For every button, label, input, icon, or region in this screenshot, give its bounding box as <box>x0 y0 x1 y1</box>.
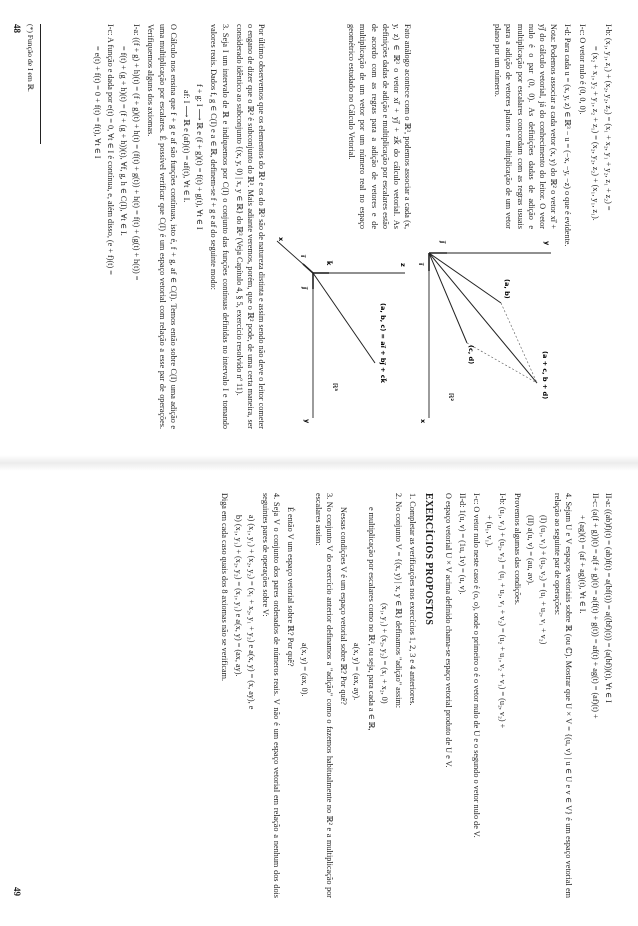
axiom-Ib-product-line2: + (u₁, v₁). <box>485 515 495 548</box>
r3-position-vector <box>313 273 375 363</box>
axiom-IId-product: II-d: 1(u, v) = (1u, 1v) = (u, v). <box>457 493 467 595</box>
r2-label-i: i⃗ <box>417 263 426 266</box>
r2-vector-diagram <box>417 233 559 429</box>
axiom-Ia-line2: = f(t) + (g + h)(t) = (f + (g + h))(t), ∀f, g, h ∈ C(I), ∀t ∈ I. <box>118 46 128 236</box>
exercise-4-a: a) (x₁, y₁) + (x₂, y₂) = (x₁ + x₂, y₁ + y₂) e a(x, y) = (x, ay), e <box>246 515 256 710</box>
r2-label-space: ℝ² <box>447 393 456 402</box>
r2-label-j: j⃗ <box>439 241 448 244</box>
axiom-Ib-line2: = (x₂ + x₁, y₂ + y₁, z₂ + z₁) = (x₂, y₂, z₂) + (x₁, y₁, z₁). <box>590 46 600 221</box>
axiom-Id: I-d: Para cada u = (x, y, z) ∈ ℝ³ − u = (−x, −y, −z) o que é evidente. <box>563 24 573 247</box>
r2-parallel-1 <box>501 303 537 383</box>
calculus-paragraph: O Cálculo nos ensina que f + g e af são funções contínuas, isto é, f + g, af ∈ C(I). Temos então sobre C(I) uma adição e uma multiplicação por escalares. É possível verificar que C(I) é um espaço vetorial com relação a esse par de operações. Verifiquemos alguns dos axiomas. <box>146 24 178 429</box>
fato-paragraph: Fato análogo acontece com o ℝ³, podemos associar a cada (x, y, z) ∈ ℝ³ o vetor xi⃗ + yj⃗ + zk⃗ do cálculo vetorial. As definições dadas de adição e multiplicação por escalares estão de acordo com as regras para a adição de vetores e de multiplicação de um vetor por um número real no espaço geométrico estudado no Cálculo Vetorial. <box>347 24 413 229</box>
exercise-3-question: É então V um espaço vetorial sobre ℝ? Por quê? <box>286 507 296 667</box>
example-3-intro: 3. Seja I um intervalo de ℝ e indiquemos por C(I) o conjunto das funções contínuas definidas no intervalo I e tomando valores reais. Dados f, g ∈ C(I) e a ∈ ℝ, definem-se f + g e af do seguinte modo: <box>209 24 230 429</box>
figure-r2-vectors <box>417 233 559 429</box>
axiom-IIc-line1: II-c: (a(f + g))(t) = a(f + g)(t) = a(f(t) + g(t)) = af(t) + ag(t) = (af)(t) + <box>590 493 600 719</box>
footnote-rule <box>40 24 41 144</box>
r3-vector-diagram <box>271 233 413 429</box>
axiom-Ic-functions: I-c: A função e dada por e(t) = 0, ∀t ∈ I é contínua, e, além disso, (e + f)(t) = <box>105 24 115 275</box>
exercise-2-eq: (x₁, y₁) + (x₂, y₂) = (x₁ + x₂, 0) <box>379 603 389 704</box>
r2-label-sum: (a + c, b + d) <box>541 351 550 400</box>
page-number-left: 48 <box>12 24 22 33</box>
example-3-eq-sum: f + g: I ⟶ ℝ e (f + g)(t) = f(t) + g(t), ∀t ∈ I <box>195 84 205 230</box>
figure-r3-vectors <box>271 233 413 429</box>
r3-label-z: z <box>399 263 408 267</box>
example-4-op-I: (I) (u₁, v₁) + (u₂, v₂) = (u₁ + u₂, v₁ + v₂) <box>538 515 548 645</box>
exercise-3: 3. No conjunto V do exercício anterior definamos a "adição" como o fazemos habitualmente no ℝ² e a multiplicação por escalares assim: <box>313 493 334 898</box>
distinction-paragraph: Por último observemos que os elementos do ℝ² e os do ℝ³ são de natureza distinta e assim sendo não deve o leitor cometer o engano de dizer que o ℝ² é subconjunto do ℝ³. Mais adiante veremos, porém, que o ℝ² pode, de uma certa maneira, ser considerado idêntico ao subconjunto {(x, y, 0) | x, y ∈ ℝ} do ℝ³ (Veja Capítulo 4, § 5, exercício resolvido nº 11). <box>234 24 267 429</box>
r2-parallel-2 <box>467 343 537 383</box>
r3-label-space: ℝ³ <box>331 383 340 392</box>
footnote: (*) Função de I em ℝ. <box>26 24 35 92</box>
r3-label-position: (a, b, c) = ai⃗ + bj⃗ + ck⃗ <box>379 303 388 383</box>
exercise-4-b: b) (x₁, y₁) + (x₂, y₂) = (x₁, y₁) e a(x, y) = (ax, ay). <box>233 515 243 677</box>
example-3-eq-scalar: af: I ⟶ ℝ e (af)(t) = af(t), ∀t ∈ I. <box>181 90 191 203</box>
left-page-column <box>89 24 616 429</box>
figure-row-r2 <box>417 24 559 429</box>
exercise-3-eq: a(x, y) = (ax, 0). <box>299 643 309 697</box>
axiom-IIa: II-a: ((ab)f)(t) = (ab)f(t) = a(bf(t)) = a((bf)(t)) = (a(bf))(t), ∀t ∈ I <box>604 493 613 703</box>
axiom-Ic-functions-line2: = e(t) + f(t) = 0 + f(t) = f(t), ∀t ∈ I <box>92 46 102 159</box>
r3-label-y: y <box>303 419 312 424</box>
product-space-definition: O espaço vetorial U × V acima definido chama-se espaço vetorial produto de U e V. <box>443 493 453 768</box>
r3-label-i: i⃗ <box>299 255 308 258</box>
right-page-column <box>216 493 616 898</box>
axiom-IIc-line2: + (ag)(t) = (af + ag)(t), ∀t ∈ I. <box>577 515 587 614</box>
r2-sum-vector <box>429 253 537 383</box>
r2-label-x: x <box>419 419 428 424</box>
axiom-Ia-line1: I-a: ((f + g) + h)(t) = (f + g)(t) + h(t) = (f(t) + g(t)) + h(t) = f(t) + (g(t) + h(t)) = <box>132 24 142 281</box>
exercise-1: 1. Completar as verificações nos exercícios 1, 2, 3 e 4 anteriores. <box>408 493 418 706</box>
exercise-2: 2. No conjunto V = {(x, y) | x, y ∈ ℝ} definamos "adição" assim: <box>393 493 403 709</box>
r3-label-k: k⃗ <box>325 261 334 266</box>
exercise-2-scalar: e multiplicação por escalares como no ℝ², ou seja, para cada a ∈ ℝ, <box>366 507 376 731</box>
exercise-2-eq2: a(x, y) = (ax, ay). <box>352 643 362 701</box>
provemos-line: Provemos algumas das condições. <box>512 493 522 605</box>
r2-label-y: y <box>543 241 552 246</box>
example-4-op-II: (II) a(u, v) = (au, av). <box>525 515 535 586</box>
nota-paragraph: Nota: Podemos associar a cada vetor (x, y) do ℝ² o vetor xi⃗ + yj⃗ do cálculo vetorial, já do conhecimento do leitor. O vetor nulo é o par (0, 0). As definições dadas de adição e multiplicação por escalares concordam com as regras usuais para a adição de vetores planos e multiplicação de um vetor plano por um número. <box>493 24 559 229</box>
axiom-Ib-line1: I-b: (x₁, y₁, z₁) + (x₂, y₂, z₂) = (x₁ + x₂, y₁ + y₂, z₁ + z₂) = <box>604 24 613 211</box>
r2-label-ab: (a, b) <box>503 279 512 299</box>
r3-unit-i <box>303 264 313 273</box>
book-gutter <box>0 455 638 471</box>
exercise-2-question: Nessas condições V é um espaço vetorial sobre ℝ? Por quê? <box>339 507 349 705</box>
axiom-Ic: I-c: O vetor nulo é (0, 0, 0). <box>577 24 587 115</box>
page-number-right: 49 <box>12 887 22 896</box>
exercises-heading: EXERCÍCIOS PROPOSTOS <box>423 493 435 626</box>
example-4-intro: 4. Sejam U e V espaços vetoriais sobre ℝ (ou ℂ). Mostrar que U × V = {(u, v) | u ∈ U e v ∈ V} é um espaço vetorial em relação ao seguinte par de operações: <box>553 493 574 898</box>
r2-label-cd: (c, d) <box>467 345 476 365</box>
exercise-4-question: Diga em cada caso quais dos 8 axiomas não se verificam. <box>220 493 230 682</box>
r3-label-j: j⃗ <box>301 287 310 290</box>
r3-label-x: x <box>277 237 286 242</box>
axiom-Ic-product: I-c: O vetor nulo neste caso é (o, o), onde o primeiro o é o vetor nulo de U e o segundo o vetor nulo de V. <box>471 493 481 838</box>
figure-row-r3 <box>271 24 413 429</box>
axiom-Ib-product-line1: I-b: (u₁, v₁) + (u₂, v₂) = (u₁ + u₂, v₁ + v₂) = (u₂ + u₁, v₂ + v₁) = (u₂, v₂) + <box>498 493 508 729</box>
exercise-4: 4. Seja V o conjunto dos pares ordenados de números reais. V não é um espaço vetorial em relação a nenhum dos dois seguintes pares de operações sobre V: <box>260 493 282 898</box>
